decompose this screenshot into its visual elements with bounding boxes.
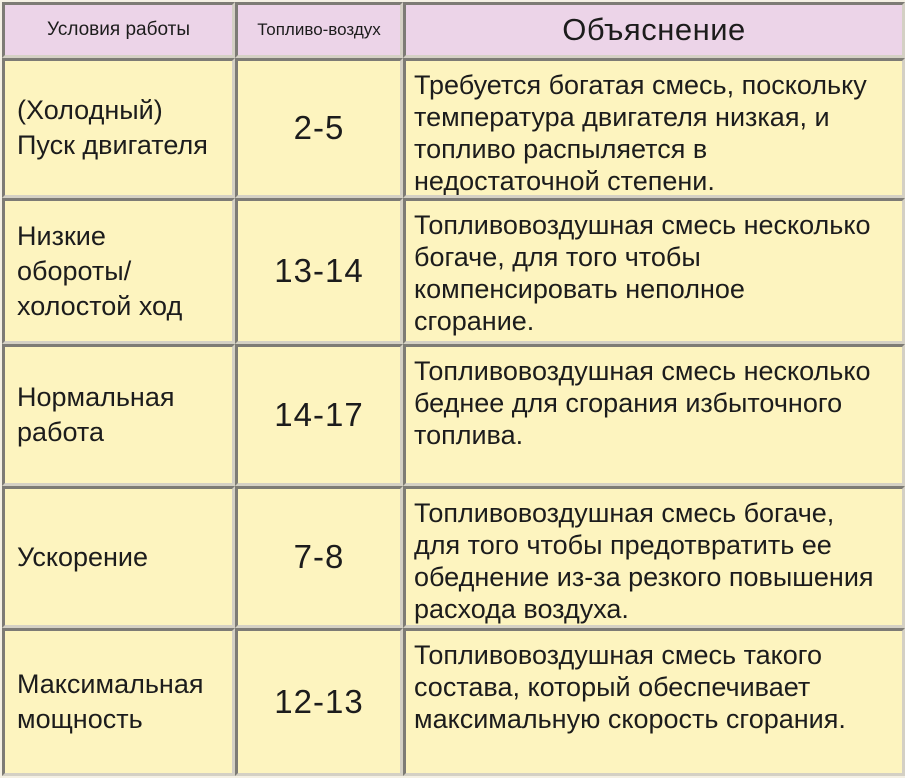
header-condition: Условия работы <box>2 2 235 58</box>
row-explanation: Топливовоздушная смесь такого состава, который обеспечивает максимальную скорость сгорания. <box>403 628 905 776</box>
row-explanation: Топливовоздушная смесь несколько богаче, для того чтобы компенсировать неполное сгорание. <box>403 198 905 344</box>
row-ratio: 2-5 <box>235 58 403 198</box>
row-condition: (Холодный) Пуск двигателя <box>2 58 235 198</box>
header-ratio: Топливо-воздух <box>235 2 403 58</box>
row-condition: Низкие обороты/ холостой ход <box>2 198 235 344</box>
row-explanation: Требуется богатая смесь, поскольку температура двигателя низкая, и топливо распыляется в недостаточной степени. <box>403 58 905 198</box>
row-explanation: Топливовоздушная смесь несколько беднее для сгорания избыточного топлива. <box>403 344 905 486</box>
fuel-air-ratio-table <box>2 2 905 776</box>
header-explanation: Объяснение <box>403 2 905 58</box>
row-ratio: 7-8 <box>235 486 403 628</box>
row-explanation: Топливовоздушная смесь богаче, для того чтобы предотвратить ее обеднение из-за резкого повышения расхода воздуха. <box>403 486 905 628</box>
row-condition: Ускорение <box>2 486 235 628</box>
row-ratio: 12-13 <box>235 628 403 776</box>
row-condition: Максимальная мощность <box>2 628 235 776</box>
row-ratio: 14-17 <box>235 344 403 486</box>
row-ratio: 13-14 <box>235 198 403 344</box>
row-condition: Нормальная работа <box>2 344 235 486</box>
